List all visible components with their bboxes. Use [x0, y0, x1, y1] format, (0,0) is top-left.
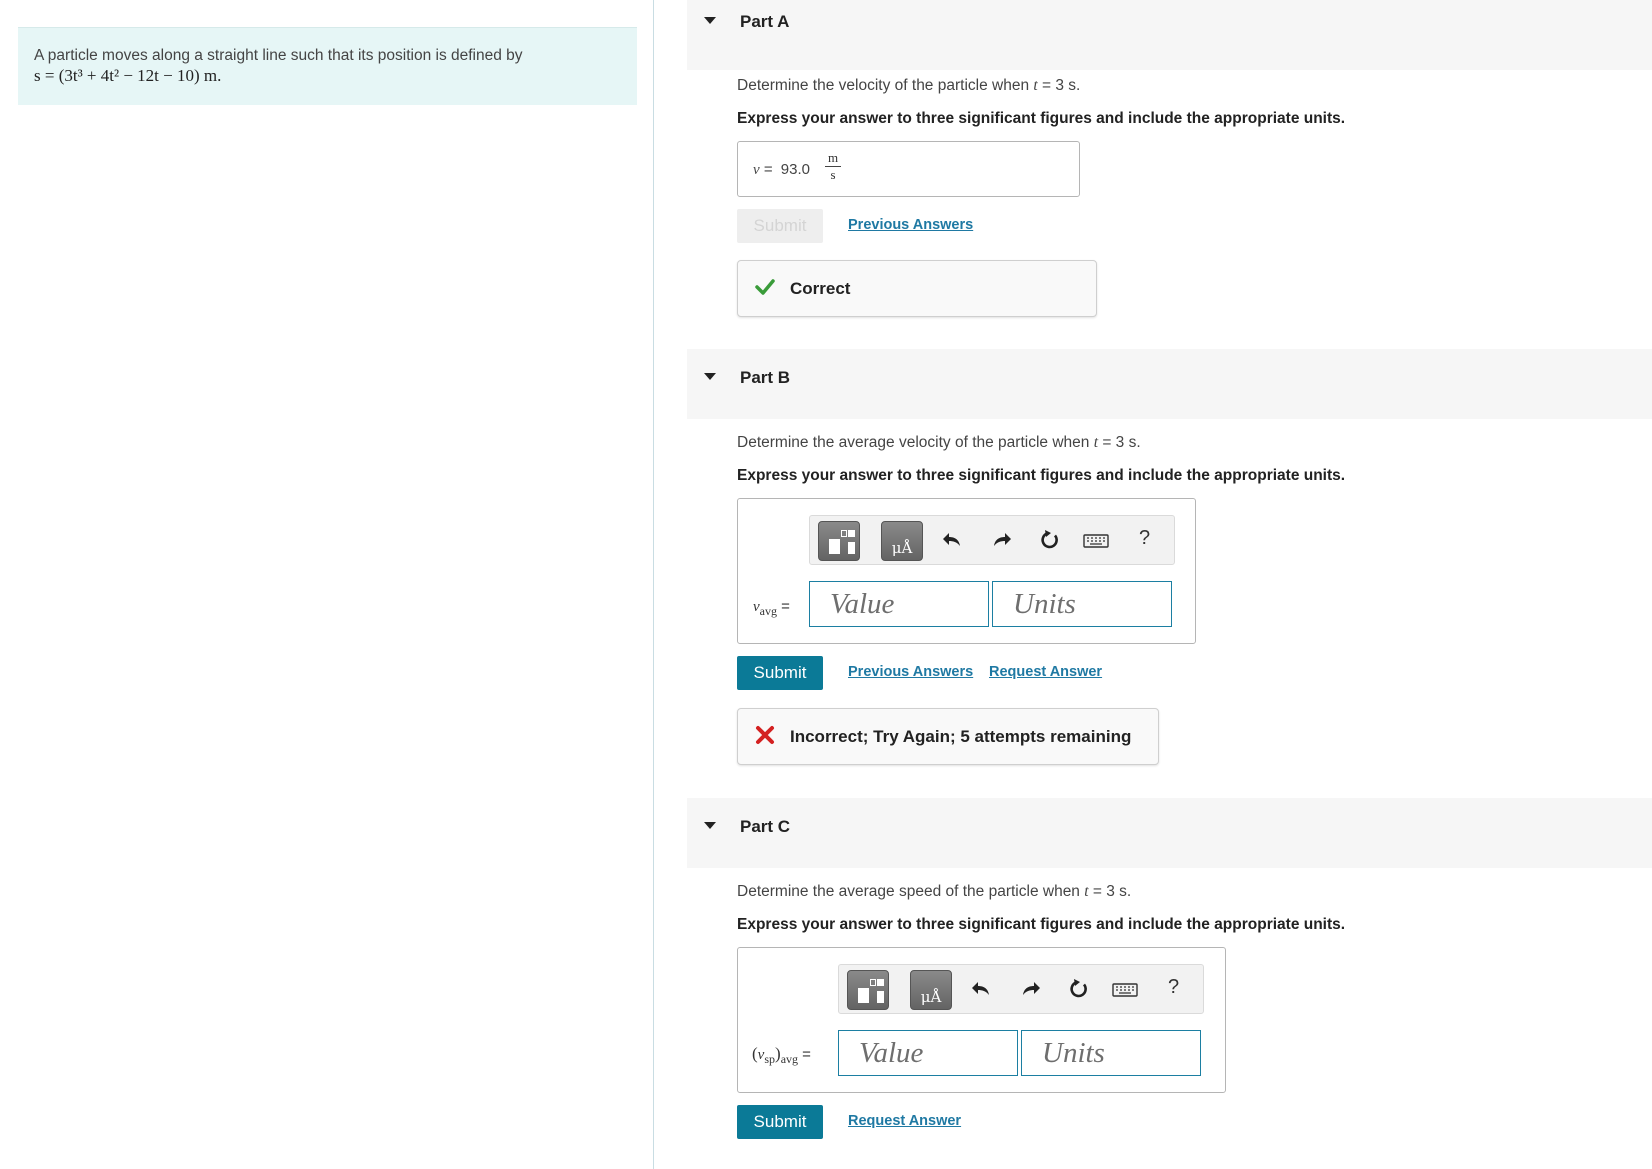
cross-icon — [755, 725, 775, 750]
undo-icon[interactable] — [969, 977, 993, 1001]
part-b-title: Part B — [740, 368, 791, 387]
position-equation: s = (3t³ + 4t² − 12t − 10) m. — [34, 66, 222, 85]
problem-statement — [18, 27, 637, 105]
part-a-header[interactable] — [687, 0, 1652, 70]
part-b-instruction: Express your answer to three significant figures and include the appropriate units. — [737, 467, 1346, 484]
answer-label: v = 93.0 — [753, 161, 810, 178]
part-a-submit-button[interactable]: Submit — [737, 209, 823, 243]
templates-icon[interactable] — [847, 970, 889, 1010]
panel-divider — [653, 0, 654, 1169]
part-c-value-input[interactable] — [838, 1030, 1018, 1076]
part-b-feedback — [737, 708, 1159, 765]
part-b-submit-button[interactable]: Submit — [737, 656, 823, 690]
part-c-title: Part C — [740, 817, 791, 836]
part-c-submit-button[interactable]: Submit — [737, 1105, 823, 1139]
part-c-request-answer-link[interactable]: Request Answer — [848, 1113, 962, 1129]
reset-icon[interactable] — [1067, 977, 1091, 1001]
part-a-previous-answers-link[interactable]: Previous Answers — [848, 217, 974, 233]
part-a-question: Determine the velocity of the particle when t = 3 s. — [737, 77, 1081, 94]
part-b-units-input[interactable] — [992, 581, 1172, 627]
part-c-answer-editor — [737, 947, 1226, 1093]
redo-icon[interactable] — [1019, 977, 1043, 1001]
feedback-text: Incorrect; Try Again; 5 attempts remaining — [790, 727, 1132, 746]
caret-down-icon[interactable] — [704, 373, 716, 380]
part-b-previous-answers-link[interactable]: Previous Answers — [848, 664, 974, 680]
problem-text: A particle moves along a straight line such that its position is defined by — [34, 47, 523, 64]
part-b-request-answer-link[interactable]: Request Answer — [989, 664, 1103, 680]
redo-icon[interactable] — [990, 528, 1014, 552]
checkmark-icon — [755, 277, 775, 302]
templates-icon[interactable] — [818, 521, 860, 561]
undo-icon[interactable] — [940, 528, 964, 552]
answer-unit: m s — [825, 151, 841, 182]
reset-icon[interactable] — [1038, 528, 1062, 552]
part-a-answer-display — [737, 141, 1080, 197]
feedback-text: Correct — [790, 279, 851, 298]
part-a-instruction: Express your answer to three significant figures and include the appropriate units. — [737, 110, 1346, 127]
part-c-header[interactable] — [687, 798, 1652, 868]
math-toolbar — [838, 964, 1204, 1014]
part-c-variable-label: $(v_{sp})_{avg}$ = — [752, 1044, 811, 1066]
math-toolbar — [809, 515, 1175, 565]
keyboard-icon[interactable] — [1112, 977, 1136, 1001]
units-icon[interactable]: μÅ — [910, 970, 952, 1010]
part-c-instruction: Express your answer to three significant figures and include the appropriate units. — [737, 916, 1346, 933]
part-b-answer-editor — [737, 498, 1196, 644]
part-c-units-input[interactable] — [1021, 1030, 1201, 1076]
keyboard-icon[interactable] — [1083, 528, 1107, 552]
caret-down-icon[interactable] — [704, 822, 716, 829]
help-icon[interactable]: ? — [1139, 527, 1151, 549]
part-a-feedback — [737, 260, 1097, 317]
part-b-header[interactable] — [687, 349, 1652, 419]
part-c-question: Determine the average speed of the particle when t = 3 s. — [737, 883, 1132, 900]
answer-value: 93.0 — [780, 161, 810, 178]
part-a-title: Part A — [740, 12, 790, 31]
help-icon[interactable]: ? — [1168, 976, 1180, 998]
part-b-value-input[interactable] — [809, 581, 989, 627]
part-b-variable-label: $v_{avg}$ = — [753, 598, 790, 618]
part-b-question: Determine the average velocity of the particle when t = 3 s. — [737, 434, 1141, 451]
caret-down-icon[interactable] — [704, 17, 716, 24]
units-icon[interactable]: μÅ — [881, 521, 923, 561]
